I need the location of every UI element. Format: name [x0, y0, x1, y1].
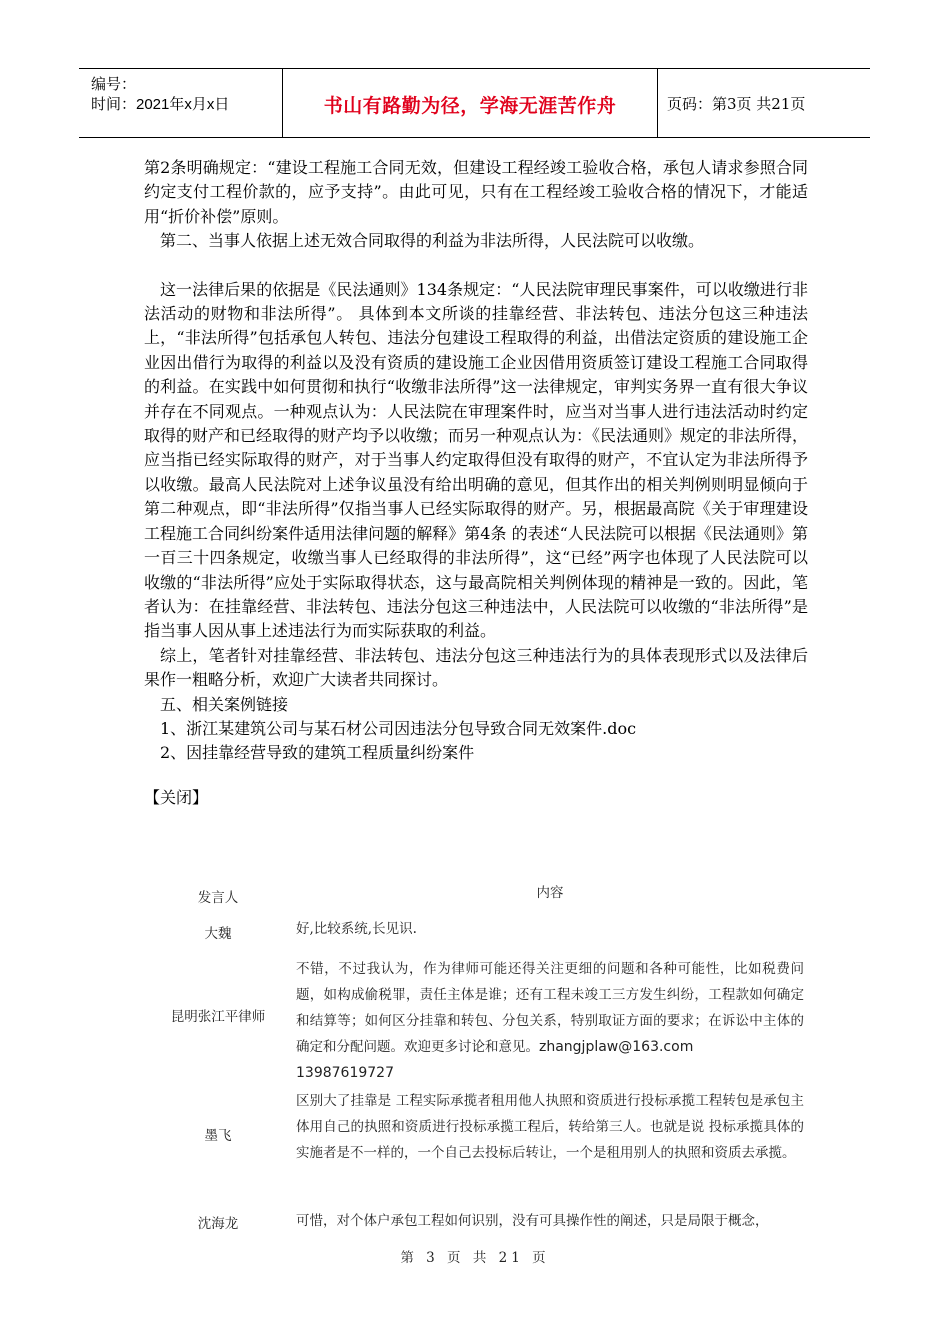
comment-phone: 13987619727: [296, 1065, 394, 1081]
case-link-2[interactable]: 2、因挂靠经营导致的建筑工程质量纠纷案件: [160, 743, 475, 763]
paragraph-1: 第2条明确规定：“建设工程施工合同无效，但建设工程经竣工验收合格，承包人请求参照合同约定支付工程价款的，应予支持”。由此可见，只有在工程经竣工验收合格的情况下，才能适用“折价补偿”原则。: [144, 158, 808, 226]
header-motto-cell: [282, 69, 658, 137]
comment-speaker: 墨飞: [204, 1128, 232, 1144]
comment-row: [144, 1084, 808, 1208]
page-footer: 第 3 页 共 21 页: [400, 1250, 550, 1266]
header-page-cell: [657, 69, 870, 137]
comments-header-row: [144, 880, 808, 916]
header-motto: 书山有路勤为径，学海无涯苦作舟: [323, 95, 617, 117]
case-link-1[interactable]: 1、浙江某建筑公司与某石材公司因违法分包导致合同无效案件.doc: [160, 718, 637, 738]
comment-speaker: 沈海龙: [197, 1216, 239, 1232]
paragraph-3: 这一法律后果的依据是《民法通则》134条规定：“人民法院审理民事案件，可以收缴进行非法活动的财物和非法所得”。 具体到本文所谈的挂靠经营、非法转包、违法分包这三种违法上，“非法所得”包括承包人转包、违法分包建设工程取得的利益，出借法定资质的建设施工企业因出借行为取得的利益以及没有资质的建设施工企业因借用资质签订建设工程施工合同取得的利益。在实践中如何贯彻和执行“收缴非法所得”这一法律规定，审判实务界一直有很大争议并存在不同观点。一种观点认为：人民法院在审理案件时，应当对当事人进行违法活动时约定取得的财产和已经取得的财产均予以收缴；而另一种观点认为：《民法通则》规定的非法所得，应当指已经实际取得的财产，对于当事人约定取得但没有取得的财产，不宜认定为非法所得予以收缴。最高人民法院对上述争议虽没有给出明确的意见，但其作出的相关判例则明显倾向于第二种观点，即“非法所得”仅指当事人已经实际取得的财产。另，根据最高院《关于审理建设工程施工合同纠纷案件适用法律问题的解释》第4条 的表述“人民法院可以根据《民法通则》第一百三十四条规定，收缴当事人已经取得的非法所得”，这“已经”两字也体现了人民法院可以收缴的“非法所得”应处于实际取得状态，这与最高院相关判例体现的精神是一致的。因此，笔者认为：在挂靠经营、非法转包、违法分包这三种违法中，人民法院可以收缴的“非法所得”是指当事人因从事上述违法行为而实际获取的利益。: [144, 279, 809, 641]
comment-content: 区别大了挂靠是 工程实际承揽者租用他人执照和资质进行投标承揽工程转包是承包主体用自己的执照和资质进行投标承揽工程后，转给第三人。也就是说 投标承揽具体的实施者是不一样的，一个自己去投标后转让，一个是租用别人的执照和资质去承揽。: [296, 1093, 804, 1161]
comment-text: 不错，不过我认为，作为律师可能还得关注更细的问题和各种可能性，比如税费问题，如构成偷税罪，责任主体是谁；还有工程未竣工三方发生纠纷，工程款如何确定和结算等；如何区分挂靠和转包、分包关系，特别取证方面的要求；在诉讼中主体的确定和分配问题。欢迎更多讨论和意见。: [296, 961, 804, 1055]
comment-speaker: 大魏: [204, 926, 232, 942]
content-header: 内容: [536, 885, 564, 901]
comment-row: [144, 916, 808, 952]
comments-table: [144, 880, 808, 1244]
comment-row: [144, 1208, 808, 1244]
section-heading: 五、相关案例链接: [160, 694, 289, 714]
comment-content: [296, 956, 804, 1086]
paragraph-4: 综上，笔者针对挂靠经营、非法转包、违法分包这三种违法行为的具体表现形式以及法律后果作一粗略分析，欢迎广大读者共同探讨。: [144, 645, 808, 690]
comment-row: [144, 952, 808, 1084]
header-page-label: 页码：第3页 共21页: [667, 95, 806, 113]
comment-email: zhangjplaw@163.com: [539, 1039, 694, 1055]
close-link[interactable]: 【关闭】: [144, 787, 209, 807]
comment-speaker: 昆明张江平律师: [170, 1009, 266, 1025]
document-date-label: 时间：2021年x月x日: [91, 96, 230, 113]
document-number-label: 编号：: [91, 76, 137, 93]
comment-content: 可惜，对个体户承包工程如何识别，没有可具操作性的阐述，只是局限于概念，: [296, 1213, 769, 1229]
page-header: [79, 68, 870, 138]
paragraph-2: 第二、当事人依据上述无效合同取得的利益为非法所得，人民法院可以收缴。: [160, 231, 705, 251]
comment-content: 好,比较系统,长见识.: [296, 921, 417, 937]
speaker-header: 发言人: [197, 890, 239, 906]
header-meta-cell: [79, 69, 282, 137]
article-body: [144, 156, 808, 810]
